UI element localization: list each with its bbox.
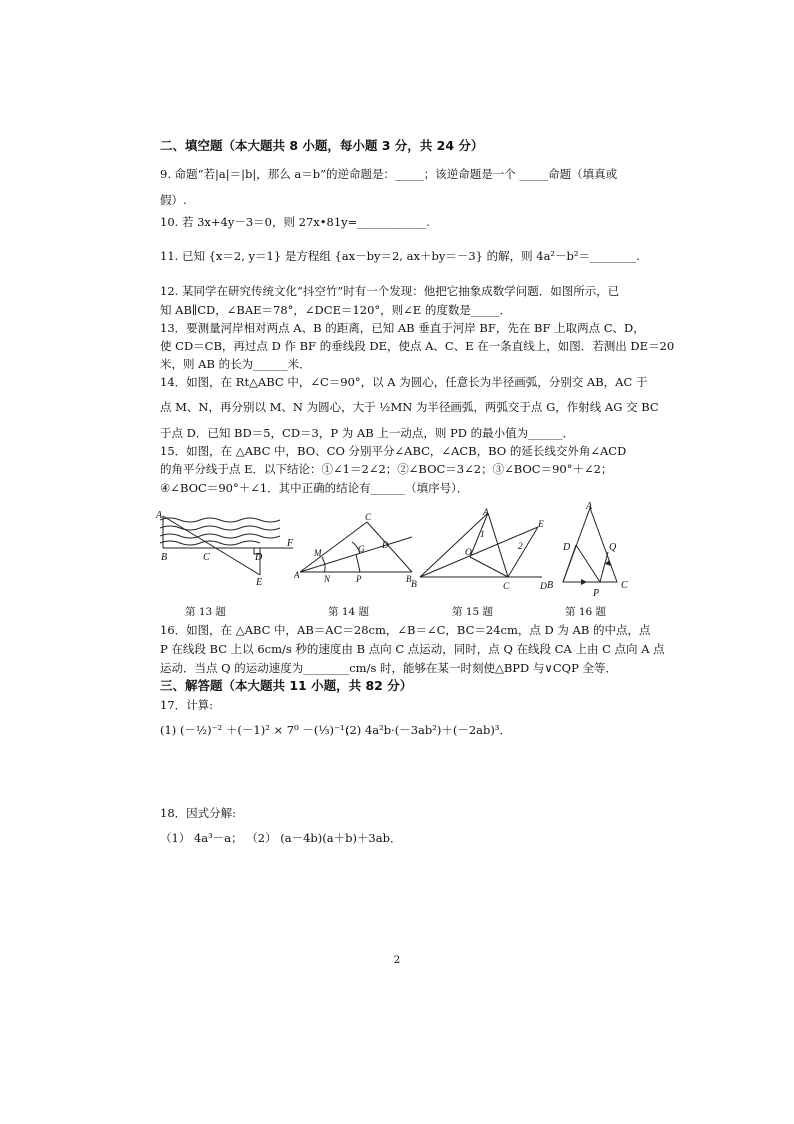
page-number: 2 (393, 954, 401, 966)
question-16-line-1: 16．如图，在 △ABC 中，AB＝AC＝28cm，∠B＝∠C，BC＝24cm，点 D 为 AB 的中点，点 (160, 623, 651, 637)
question-15-line-2: 的角平分线于点 E．以下结论：①∠1＝2∠2；②∠BOC＝3∠2；③∠BOC＝90°＋∠2； (160, 462, 613, 476)
question-11: 11. 已知 {x＝2, y＝1} 是方程组 {ax－by＝2, ax＋by＝－3} 的解，则 4a²－b²＝________. (160, 249, 640, 263)
question-10: 10. 若 3x+4y－3＝0，则 27x•81y=____________. (160, 215, 430, 229)
fig15-label-d: D (540, 582, 547, 592)
figure-14 (292, 512, 422, 592)
question-15-line-1: 15．如图，在 △ABC 中，BO、CO 分别平分∠ABC，∠ACB，BO 的延长线交外角∠ACD (160, 444, 627, 458)
fig16-label-q: Q (609, 542, 617, 553)
fig15-label-a: A (483, 508, 489, 518)
question-16-line-3: 运动．当点 Q 的运动速度为________cm/s 时，能够在某一时刻使△BPD 与∨CQP 全等． (160, 661, 617, 675)
fig15-label-c: C (503, 582, 510, 592)
question-14-line-2: 点 M、N，再分别以 M、N 为圆心，大于 ½MN 为半径画弧，两弧交于点 G，作射线 AG 交 BC (160, 400, 659, 414)
question-13-line-1: 13．要测量河岸相对两点 A、B 的距离，已知 AB 垂直于河岸 BF，先在 BF 上取两点 C、D， (160, 321, 645, 335)
fig13-label-f: F (287, 538, 294, 549)
figure-16 (545, 500, 635, 600)
fig13-label-d: D (255, 552, 263, 563)
fig15-label-e: E (538, 520, 544, 530)
question-14-line-3: 于点 D．已知 BD＝5，CD＝3，P 为 AB 上一动点，则 PD 的最小值为______． (160, 426, 575, 440)
section-2-heading: 二、填空题（本大题共 8 小题，每小题 3 分，共 24 分） (160, 138, 484, 153)
question-18-items: （1） 4a³－a； （2） (a－4b)(a＋b)＋3ab． (160, 831, 402, 845)
fig16-label-p: P (593, 588, 600, 599)
caption-fig-15: 第 15 题 (452, 606, 494, 618)
question-18-title: 18．因式分解: (160, 806, 237, 820)
fig14-label-g: G (358, 544, 365, 554)
caption-fig-14: 第 14 题 (328, 606, 370, 618)
question-14-line-1: 14．如图，在 Rt△ABC 中，∠C＝90°，以 A 为圆心，任意长为半径画弧，分别交 AB，AC 于 (160, 375, 648, 389)
caption-fig-13: 第 13 题 (185, 606, 227, 618)
fig14-label-n: N (324, 574, 331, 584)
fig14-label-b: B (406, 574, 412, 584)
fig14-label-c: C (365, 512, 372, 522)
question-12-line-1: 12. 某同学在研究传统文化“抖空竹”时有一个发现：他把它抽象成数学问题．如图所示，已 (160, 284, 620, 298)
question-9-line-1: 9. 命题“若|a|＝|b|，那么 a＝b”的逆命题是：_____；该逆命题是一个 _____命题（填真或 (160, 167, 618, 181)
fig16-label-d: D (563, 542, 571, 553)
figure-15 (410, 505, 550, 593)
fig15-label-1: 1 (480, 530, 485, 540)
fig16-label-c: C (621, 580, 628, 591)
fig14-label-a: A (294, 570, 300, 580)
caption-fig-16: 第 16 题 (565, 606, 607, 618)
fig13-label-c: C (203, 552, 210, 563)
fig16-label-b: B (547, 580, 554, 591)
question-9-line-2: 假）. (160, 193, 187, 207)
fig13-label-e: E (256, 577, 263, 588)
question-12-line-2: 知 AB∥CD，∠BAE＝78°，∠DCE＝120°，则∠E 的度数是_____． (160, 303, 512, 317)
question-17-part-1: (1) (－½)⁻² ＋(－1)² × 7⁰ －(⅓)⁻¹； (160, 723, 357, 737)
section-3-heading: 三、解答题（本大题共 11 小题，共 82 分） (160, 678, 413, 693)
fig15-label-o: O (465, 548, 472, 558)
fig14-label-d: D (382, 540, 389, 550)
fig16-label-a: A (586, 501, 593, 512)
figure-13 (155, 510, 305, 590)
question-13-line-3: 米，则 AB 的长为______米． (160, 357, 311, 371)
fig13-label-a: A (156, 510, 163, 521)
question-15-line-3: ④∠BOC＝90°＋∠1．其中正确的结论有______（填序号）． (160, 481, 469, 495)
fig14-label-m: M (314, 548, 322, 558)
question-16-line-2: P 在线段 BC 上以 6cm/s 秒的速度由 B 点向 C 点运动，同时，点 Q 在线段 CA 上由 C 点向 A 点 (160, 642, 665, 656)
fig14-label-p: P (356, 574, 362, 584)
question-13-line-2: 使 CD＝CB，再过点 D 作 BF 的垂线段 DE，使点 A、C、E 在一条直线上，如图．若测出 DE＝20 (160, 339, 675, 353)
question-17-title: 17．计算: (160, 698, 214, 712)
fig13-label-b: B (161, 552, 168, 563)
question-17-part-2: (2) 4a²b·(－3ab²)＋(－2ab)³． (345, 723, 511, 737)
fig15-label-2: 2 (518, 542, 523, 552)
fig15-label-b: B (411, 580, 417, 590)
